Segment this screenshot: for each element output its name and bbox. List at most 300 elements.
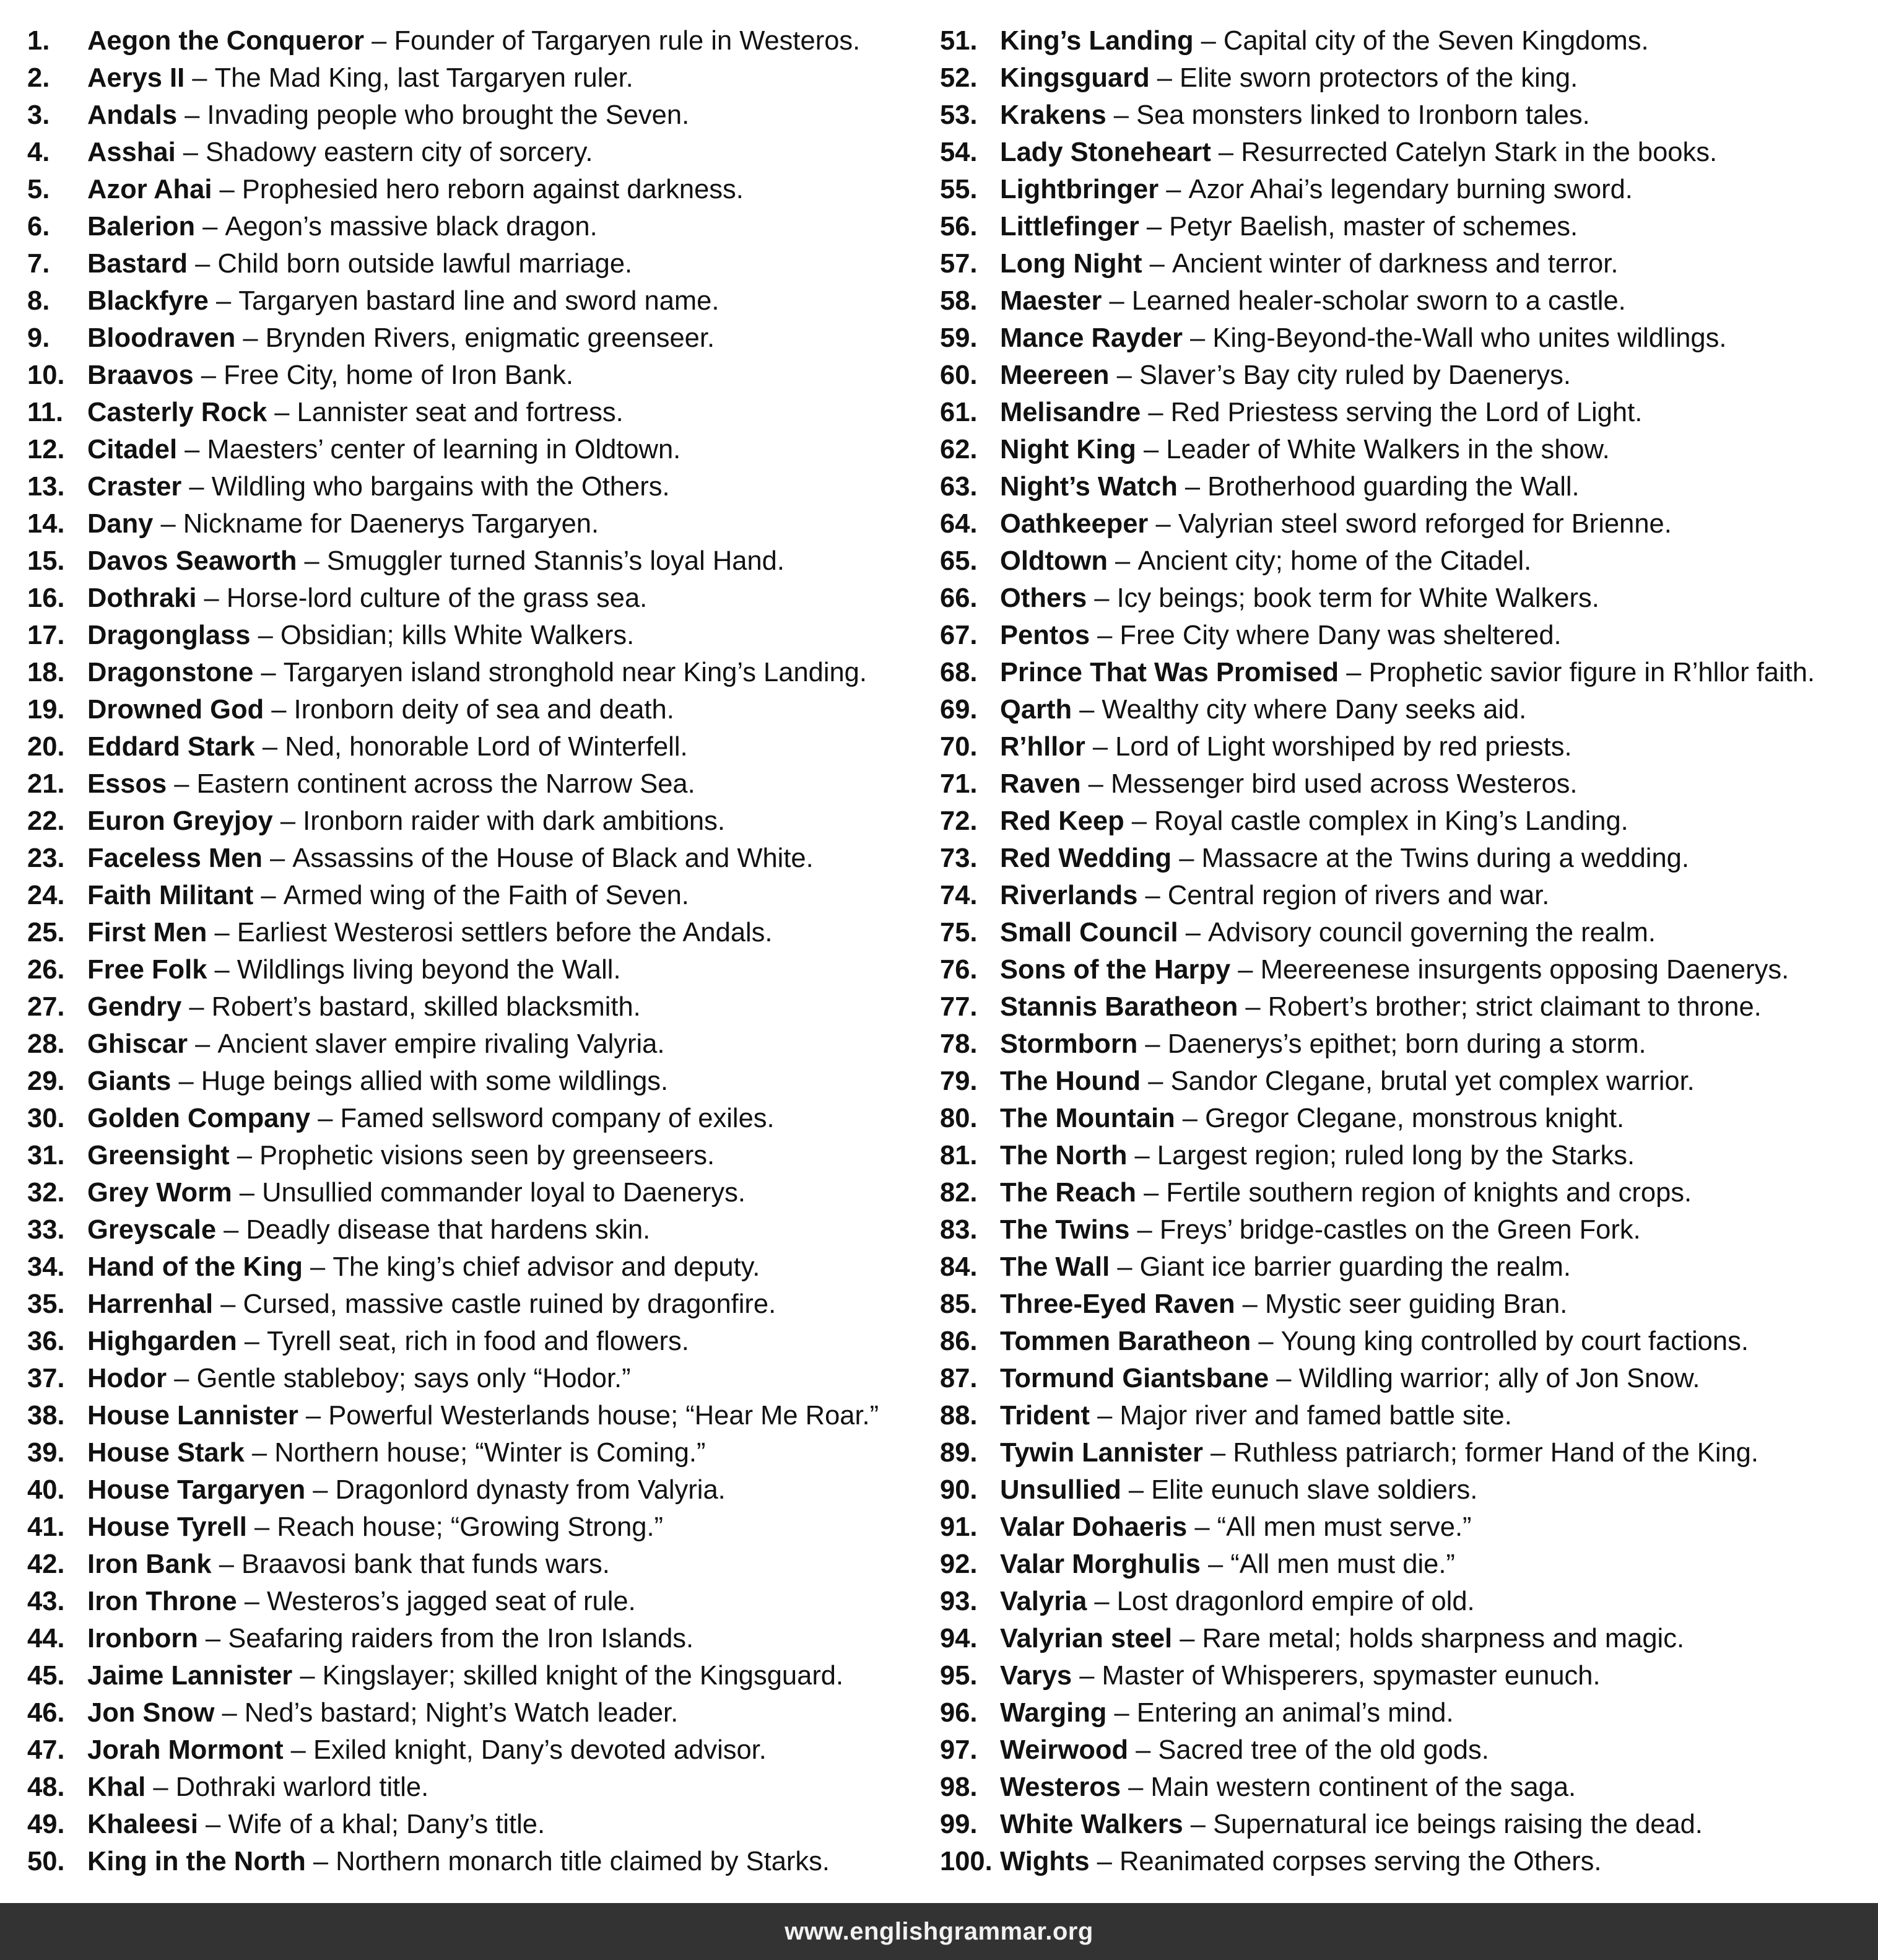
glossary-entry [27, 728, 919, 765]
entry-term: Jorah Mormont [87, 1735, 284, 1765]
glossary-entry [940, 988, 1863, 1026]
entry-number: 58. [940, 286, 978, 316]
entry-number: 17. [27, 621, 65, 650]
glossary-entry [940, 914, 1863, 951]
glossary-entry [27, 1843, 919, 1880]
entry-number: 29. [27, 1066, 65, 1096]
entry-dash [171, 1063, 201, 1100]
glossary-entry [27, 1731, 919, 1769]
glossary-entry [940, 245, 1863, 282]
entry-definition: Famed sellsword company of exiles. [340, 1104, 775, 1133]
entry-definition: Reach house; “Growing Strong.” [277, 1512, 664, 1542]
entry-number: 97. [940, 1735, 978, 1765]
entry-definition: Petyr Baelish, master of schemes. [1169, 212, 1578, 242]
entry-definition: Rare metal; holds sharpness and magic. [1202, 1624, 1685, 1653]
entry-definition: Ned’s bastard; Night’s Watch leader. [244, 1698, 679, 1728]
entry-term: Tywin Lannister [1000, 1438, 1203, 1468]
glossary-entry [27, 171, 919, 208]
entry-term: Golden Company [87, 1104, 311, 1133]
entry-term: The Mountain [1000, 1104, 1175, 1133]
entry-definition: Child born outside lawful marriage. [217, 249, 633, 279]
entry-dash [303, 1248, 333, 1286]
entry-definition: Messenger bird used across Westeros. [1110, 769, 1578, 799]
entry-number: 45. [27, 1661, 65, 1691]
glossary-entry [27, 1211, 919, 1248]
entry-number: 35. [27, 1289, 65, 1319]
entry-number: 39. [27, 1438, 65, 1468]
entry-number: 69. [940, 695, 978, 725]
glossary-entry [940, 1026, 1863, 1063]
entry-number: 75. [940, 918, 978, 947]
entry-definition: Master of Whisperers, spymaster eunuch. [1102, 1661, 1601, 1691]
entry-definition: Westeros’s jagged seat of rule. [267, 1587, 636, 1616]
entry-number: 78. [940, 1029, 978, 1059]
entry-term: Tommen Baratheon [1000, 1326, 1251, 1356]
entry-term: Oathkeeper [1000, 509, 1149, 539]
entry-dash [1072, 1657, 1102, 1694]
entry-dash [263, 840, 292, 877]
entry-dash [364, 22, 394, 59]
entry-term: Tormund Giantsbane [1000, 1364, 1269, 1393]
glossary-entry [27, 803, 919, 840]
entry-number: 74. [940, 881, 978, 910]
entry-number: 49. [27, 1810, 65, 1839]
entry-definition: Reanimated corpses serving the Others. [1119, 1847, 1602, 1876]
glossary-entry [940, 1360, 1863, 1397]
entry-dash [1178, 468, 1207, 505]
entry-number: 36. [27, 1326, 65, 1356]
entry-definition: Tyrell seat, rich in food and flowers. [267, 1326, 689, 1356]
entry-number: 12. [27, 435, 65, 464]
glossary-entry [940, 171, 1863, 208]
entry-number: 80. [940, 1104, 978, 1133]
entry-number: 82. [940, 1178, 978, 1208]
glossary-entry [27, 1063, 919, 1100]
entry-dash [1159, 171, 1188, 208]
entry-number: 15. [27, 546, 65, 576]
glossary-entry [27, 1286, 919, 1323]
entry-number: 56. [940, 212, 978, 242]
glossary-entry [940, 1546, 1863, 1583]
glossary-entry [27, 1360, 919, 1397]
entry-definition: Powerful Westerlands house; “Hear Me Roar.” [328, 1401, 879, 1431]
glossary-entry [940, 1583, 1863, 1620]
entry-definition: Mystic seer guiding Bran. [1264, 1289, 1568, 1319]
entry-number: 38. [27, 1401, 65, 1431]
glossary-entry [940, 59, 1863, 97]
entry-dash [188, 245, 217, 282]
entry-dash [267, 394, 297, 431]
entry-term: Ghiscar [87, 1029, 188, 1059]
entry-number: 98. [940, 1772, 978, 1802]
entry-number: 33. [27, 1215, 65, 1245]
entry-number: 47. [27, 1735, 65, 1765]
entry-number: 18. [27, 658, 65, 687]
entry-term: Three-Eyed Raven [1000, 1289, 1235, 1319]
glossary-entry [27, 1546, 919, 1583]
entry-term: Dothraki [87, 583, 197, 613]
entry-term: Aegon the Conqueror [87, 26, 365, 56]
entry-definition: Red Priestess serving the Lord of Light. [1170, 398, 1643, 427]
glossary-entry [940, 208, 1863, 245]
entry-definition: Wildling who bargains with the Others. [211, 472, 670, 502]
glossary-entry [940, 1731, 1863, 1769]
glossary-entry [940, 97, 1863, 134]
entry-term: Dragonglass [87, 621, 251, 650]
entry-dash [1150, 59, 1180, 97]
entry-number: 41. [27, 1512, 65, 1542]
entry-number: 89. [940, 1438, 978, 1468]
entry-term: Harrenhal [87, 1289, 214, 1319]
entry-term: Drowned God [87, 695, 264, 725]
entry-definition: Northern monarch title claimed by Starks. [336, 1847, 830, 1876]
entry-term: The Reach [1000, 1178, 1136, 1208]
entry-term: Varys [1000, 1661, 1072, 1691]
entry-dash [1139, 208, 1169, 245]
entry-term: Balerion [87, 212, 196, 242]
entry-term: Valar Morghulis [1000, 1549, 1201, 1579]
entry-definition: Smuggler turned Stannis’s loyal Hand. [326, 546, 785, 576]
entry-term: Red Keep [1000, 806, 1124, 836]
glossary-entry [27, 691, 919, 728]
entry-term: Night King [1000, 435, 1136, 464]
entry-definition: Ruthless patriarch; former Hand of the King. [1233, 1438, 1758, 1468]
glossary-entry [940, 803, 1863, 840]
entry-dash [198, 1806, 228, 1843]
entry-term: Riverlands [1000, 881, 1138, 910]
entry-definition: Freys’ bridge-castles on the Green Fork. [1159, 1215, 1641, 1245]
entry-dash [264, 691, 293, 728]
entry-term: Lady Stoneheart [1000, 137, 1211, 167]
entry-definition: Major river and famed battle site. [1119, 1401, 1512, 1431]
entry-number: 70. [940, 732, 978, 762]
glossary-entry [27, 580, 919, 617]
entry-term: Eddard Stark [87, 732, 255, 762]
entry-number: 55. [940, 175, 978, 204]
entry-definition: Invading people who brought the Seven. [207, 100, 690, 130]
entry-term: Gendry [87, 992, 182, 1022]
entry-term: Azor Ahai [87, 175, 212, 204]
entry-dash [1148, 505, 1178, 542]
entry-number: 53. [940, 100, 978, 130]
glossary-entry [940, 357, 1863, 394]
entry-definition: Royal castle complex in King’s Landing. [1154, 806, 1628, 836]
entry-number: 95. [940, 1661, 978, 1691]
website-link[interactable]: www.englishgrammar.org [785, 1917, 1093, 1945]
entry-definition: Ned, honorable Lord of Winterfell. [285, 732, 688, 762]
entry-dash [195, 208, 225, 245]
entry-dash [1137, 877, 1167, 914]
entry-definition: Braavosi bank that funds wars. [241, 1549, 610, 1579]
entry-dash [232, 1174, 262, 1211]
entry-definition: Advisory council governing the realm. [1208, 918, 1656, 947]
glossary-entry [27, 914, 919, 951]
entry-number: 16. [27, 583, 65, 613]
glossary-entry [940, 1286, 1863, 1323]
entry-number: 34. [27, 1252, 65, 1282]
entry-definition: Unsullied commander loyal to Daenerys. [262, 1178, 746, 1208]
entry-term: Stormborn [1000, 1029, 1138, 1059]
entry-term: Giants [87, 1066, 172, 1096]
entry-term: The Wall [1000, 1252, 1110, 1282]
entry-dash [1238, 988, 1267, 1026]
entry-dash [306, 1843, 336, 1880]
entry-definition: Exiled knight, Dany’s devoted advisor. [313, 1735, 767, 1765]
entry-number: 5. [27, 175, 50, 204]
entry-definition: Free City where Dany was sheltered. [1119, 621, 1562, 650]
entry-definition: Daenerys’s epithet; born during a storm. [1167, 1029, 1646, 1059]
entry-term: Kingsguard [1000, 63, 1150, 93]
entry-term: Khal [87, 1772, 146, 1802]
glossary-entry [940, 1471, 1863, 1509]
entry-number: 48. [27, 1772, 65, 1802]
entry-dash [188, 1026, 217, 1063]
glossary-entry [27, 1174, 919, 1211]
entry-number: 51. [940, 26, 978, 56]
entry-dash [1175, 1100, 1205, 1137]
entry-definition: Prophesied hero reborn against darkness. [241, 175, 744, 204]
entry-definition: Gregor Clegane, monstrous knight. [1205, 1104, 1625, 1133]
entry-term: Valyria [1000, 1587, 1087, 1616]
entry-dash [284, 1731, 313, 1769]
entry-term: First Men [87, 918, 207, 947]
glossary-entry [27, 394, 919, 431]
entry-number: 71. [940, 769, 978, 799]
entry-definition: Kingslayer; skilled knight of the Kingsguard. [322, 1661, 844, 1691]
entry-number: 65. [940, 546, 978, 576]
glossary-entry [27, 765, 919, 803]
glossary-entry [940, 1323, 1863, 1360]
entry-term: Blackfyre [87, 286, 209, 316]
entry-definition: Brotherhood guarding the Wall. [1207, 472, 1580, 502]
entry-definition: Prophetic visions seen by greenseers. [259, 1141, 715, 1170]
glossary-entry [27, 840, 919, 877]
entry-number: 83. [940, 1215, 978, 1245]
glossary-entry [27, 208, 919, 245]
entry-definition: Supernatural ice beings raising the dead. [1213, 1810, 1703, 1839]
entry-number: 99. [940, 1810, 978, 1839]
entry-number: 73. [940, 843, 978, 873]
entry-definition: Eastern continent across the Narrow Sea. [196, 769, 695, 799]
entry-definition: Huge beings allied with some wildlings. [201, 1066, 669, 1096]
entry-term: Trident [1000, 1401, 1090, 1431]
entry-term: The Twins [1000, 1215, 1130, 1245]
entry-definition: Resurrected Catelyn Stark in the books. [1241, 137, 1718, 167]
entry-dash [297, 542, 326, 580]
entry-definition: Massacre at the Twins during a wedding. [1201, 843, 1689, 873]
entry-term: Iron Bank [87, 1549, 212, 1579]
entry-definition: Dragonlord dynasty from Valyria. [335, 1475, 726, 1505]
entry-term: Others [1000, 583, 1087, 613]
entry-number: 77. [940, 992, 978, 1022]
entry-dash [273, 803, 303, 840]
glossary-entry [27, 505, 919, 542]
entry-definition: Azor Ahai’s legendary burning sword. [1188, 175, 1633, 204]
entry-number: 44. [27, 1624, 65, 1653]
entry-term: Citadel [87, 435, 178, 464]
glossary-entry [940, 1397, 1863, 1434]
entry-term: White Walkers [1000, 1810, 1183, 1839]
entry-dash [1087, 1583, 1116, 1620]
entry-dash [1106, 97, 1136, 134]
entry-number: 81. [940, 1141, 978, 1170]
entry-dash [310, 1100, 340, 1137]
entry-dash [1072, 691, 1102, 728]
entry-definition: Fertile southern region of knights and crops. [1166, 1178, 1692, 1208]
entry-dash [245, 1434, 274, 1471]
entry-definition: Cursed, massive castle ruined by dragonfire. [243, 1289, 776, 1319]
entry-term: Warging [1000, 1698, 1107, 1728]
entry-dash [1339, 654, 1368, 691]
glossary-entry [940, 1657, 1863, 1694]
glossary-entry [27, 59, 919, 97]
entry-number: 54. [940, 137, 978, 167]
entry-dash [198, 1620, 228, 1657]
entry-definition: Learned healer-scholar sworn to a castle. [1131, 286, 1626, 316]
entry-dash [1142, 245, 1172, 282]
entry-number: 90. [940, 1475, 978, 1505]
glossary-entry [27, 1620, 919, 1657]
entry-dash [185, 59, 214, 97]
entry-dash [1128, 1731, 1158, 1769]
entry-dash [253, 654, 283, 691]
glossary-entry [940, 840, 1863, 877]
entry-definition: Armed wing of the Faith of Seven. [283, 881, 689, 910]
glossary-entry [940, 1211, 1863, 1248]
entry-term: Craster [87, 472, 182, 502]
entry-definition: Young king controlled by court factions. [1280, 1326, 1749, 1356]
entry-term: Grey Worm [87, 1178, 232, 1208]
entry-term: Bastard [87, 249, 188, 279]
entry-number: 100. [940, 1847, 993, 1876]
entry-number: 66. [940, 583, 978, 613]
entry-definition: Targaryen island stronghold near King’s Landing. [283, 658, 867, 687]
entry-term: Maester [1000, 286, 1102, 316]
entry-dash [214, 1694, 244, 1731]
entry-term: Valar Dohaeris [1000, 1512, 1188, 1542]
entry-dash [1183, 1806, 1213, 1843]
entry-number: 92. [940, 1549, 978, 1579]
entry-term: Ironborn [87, 1624, 198, 1653]
entry-definition: Valyrian steel sword reforged for Brienne. [1178, 509, 1672, 539]
entry-number: 7. [27, 249, 50, 279]
glossary-entry [940, 691, 1863, 728]
glossary-entry [940, 1100, 1863, 1137]
entry-term: Jon Snow [87, 1698, 215, 1728]
entry-term: Valyrian steel [1000, 1624, 1173, 1653]
entry-definition: Main western continent of the saga. [1150, 1772, 1576, 1802]
entry-dash [1136, 431, 1166, 468]
entry-number: 32. [27, 1178, 65, 1208]
entry-definition: The Mad King, last Targaryen ruler. [214, 63, 633, 93]
entry-definition: Maesters’ center of learning in Oldtown. [207, 435, 681, 464]
glossary-entry [940, 134, 1863, 171]
entry-term: Night’s Watch [1000, 472, 1178, 502]
glossary-entry [940, 1174, 1863, 1211]
entry-dash [207, 951, 237, 988]
entry-term: Raven [1000, 769, 1081, 799]
glossary-column-right [940, 22, 1863, 1880]
entry-definition: Icy beings; book term for White Walkers. [1116, 583, 1599, 613]
glossary-entry [940, 320, 1863, 357]
entry-number: 40. [27, 1475, 65, 1505]
entry-number: 37. [27, 1364, 65, 1393]
entry-dash [235, 320, 265, 357]
entry-term: Weirwood [1000, 1735, 1129, 1765]
glossary-entry [940, 654, 1863, 691]
entry-number: 84. [940, 1252, 978, 1282]
entry-dash [253, 877, 283, 914]
glossary-entry [27, 1509, 919, 1546]
glossary-entry [940, 580, 1863, 617]
entry-term: Jaime Lannister [87, 1661, 293, 1691]
entry-dash [298, 1397, 328, 1434]
entry-dash [1141, 394, 1170, 431]
entry-term: Qarth [1000, 695, 1072, 725]
glossary-entry [27, 1434, 919, 1471]
entry-term: Dragonstone [87, 658, 254, 687]
entry-term: Casterly Rock [87, 398, 267, 427]
entry-number: 26. [27, 955, 65, 985]
entry-term: The North [1000, 1141, 1128, 1170]
entry-number: 19. [27, 695, 65, 725]
entry-dash [216, 1211, 246, 1248]
entry-term: Dany [87, 509, 154, 539]
glossary-entry [27, 97, 919, 134]
entry-dash [167, 765, 196, 803]
entry-term: Andals [87, 100, 178, 130]
glossary-entry [940, 542, 1863, 580]
entry-definition: Ironborn deity of sea and death. [293, 695, 674, 725]
entry-term: Lightbringer [1000, 175, 1159, 204]
entry-dash [305, 1471, 335, 1509]
entry-dash [209, 282, 238, 320]
entry-number: 9. [27, 323, 50, 353]
entry-number: 61. [940, 398, 978, 427]
glossary-entry [27, 1100, 919, 1137]
entry-number: 25. [27, 918, 65, 947]
entry-dash [1085, 728, 1115, 765]
entry-dash [177, 431, 207, 468]
entry-number: 30. [27, 1104, 65, 1133]
entry-definition: The king’s chief advisor and deputy. [333, 1252, 760, 1282]
entry-definition: Founder of Targaryen rule in Westeros. [394, 26, 861, 56]
entry-number: 13. [27, 472, 65, 502]
entry-number: 50. [27, 1847, 65, 1876]
entry-number: 46. [27, 1698, 65, 1728]
entry-term: House Stark [87, 1438, 245, 1468]
entry-number: 62. [940, 435, 978, 464]
entry-definition: Wildling warrior; ally of Jon Snow. [1298, 1364, 1700, 1393]
entry-dash [1106, 1694, 1136, 1731]
entry-definition: Robert’s brother; strict claimant to throne. [1267, 992, 1762, 1022]
glossary-entry [27, 877, 919, 914]
entry-definition: Shadowy eastern city of sorcery. [206, 137, 593, 167]
glossary-entry [940, 1063, 1863, 1100]
entry-dash [1127, 1137, 1157, 1174]
entry-term: Long Night [1000, 249, 1142, 279]
entry-definition: Wealthy city where Dany seeks aid. [1102, 695, 1527, 725]
entry-dash [255, 728, 285, 765]
entry-term: Aerys II [87, 63, 185, 93]
entry-term: Red Wedding [1000, 843, 1172, 873]
entry-number: 91. [940, 1512, 978, 1542]
entry-dash [230, 1137, 259, 1174]
entry-number: 76. [940, 955, 978, 985]
entry-definition: Ancient winter of darkness and terror. [1172, 249, 1619, 279]
glossary-entry [940, 22, 1863, 59]
entry-definition: Ironborn raider with dark ambitions. [303, 806, 725, 836]
